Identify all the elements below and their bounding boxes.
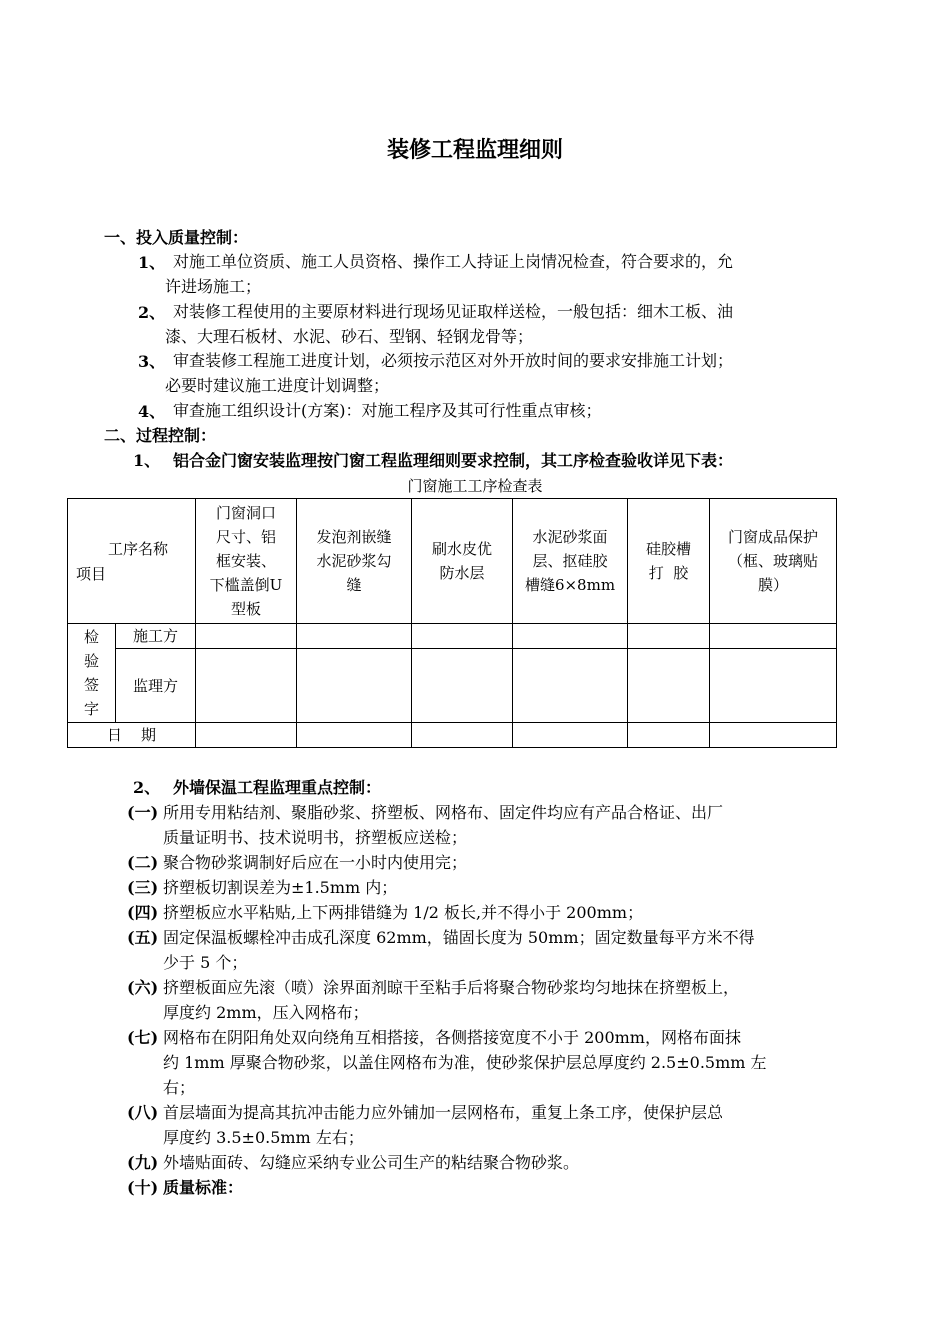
header-line: 型板 [230,600,261,618]
table-cell [513,649,628,723]
header-line: 下槛盖倒U [209,576,283,594]
table-cell [412,649,513,723]
header-line: 防水层 [439,564,485,582]
corner-label-item: 项目 [76,565,107,583]
point-line: 聚合物砂浆调制好后应在一小时内使用完； [163,853,468,872]
row-label-contractor: 施工方 [116,624,196,649]
table-cell [628,723,710,748]
inspection-table [67,498,837,748]
column-header [297,499,412,624]
item-line: 对装修工程使用的主要原材料进行现场见证取样送检，一般包括：细木工板、油 [173,302,734,321]
row-label-date [68,723,196,748]
header-line: 硅胶槽 [645,540,691,558]
table-cell [513,723,628,748]
header-line: 框安装、 [215,552,276,570]
table-cell [710,723,837,748]
subsection-number: 2、 [133,778,161,797]
table-cell [196,624,297,649]
row-group-label [68,624,116,723]
column-header [412,499,513,624]
point-line: 挤塑板切割误差为±1.5mm 内； [163,878,398,897]
point-line: 挤塑板应水平粘贴,上下两排错缝为 1/2 板长,并不得小于 200mm； [163,903,644,922]
table-cell [513,624,628,649]
date-label: 日 期 [106,726,157,744]
point-line: 外墙贴面砖、勾缝应采纳专业公司生产的粘结聚合物砂浆。 [163,1153,580,1172]
table-corner-header [68,499,196,624]
header-line: 尺寸、铝 [215,528,276,546]
column-header [513,499,628,624]
table-cell [628,624,710,649]
table-cell [297,723,412,748]
header-line: 水泥砂浆勾 [316,552,392,570]
row-group-text: 检验签字 [83,628,99,718]
header-line: 缝 [346,576,362,594]
point-number: (三) [127,878,159,897]
item-line: 许进场施工； [165,277,262,296]
header-line: 发泡剂嵌缝 [316,528,392,546]
point-line: 网格布在阴阳角处双向绕角互相搭接，各侧搭接宽度不小于 200mm，网格布面抹 [163,1028,741,1047]
header-line: 水泥砂浆面 [532,528,608,546]
point-line: 少于 5 个； [163,953,248,972]
header-line: 层、抠硅胶 [532,552,608,570]
table-caption: 门窗施工工序检查表 [407,477,543,495]
header-line: 门窗成品保护 [727,528,818,546]
table-cell [710,649,837,723]
point-line: 厚度约 3.5±0.5mm 左右； [163,1128,364,1147]
point-number: (九) [127,1153,159,1172]
column-header [710,499,837,624]
header-line: 门窗洞口 [215,504,276,522]
item-line: 漆、大理石板材、水泥、砂石、型钢、轻钢龙骨等； [165,327,534,346]
item-line: 审查施工组织设计(方案)：对施工程序及其可行性重点审核； [173,401,602,420]
point-line: 首层墙面为提高其抗冲击能力应外铺加一层网格布，重复上条工序，使保护层总 [163,1103,724,1122]
table-cell [297,649,412,723]
point-number: (五) [127,928,159,947]
item-line: 审查装修工程施工进度计划，必须按示范区对外开放时间的要求安排施工计划； [173,351,734,370]
column-header [628,499,710,624]
page-title: 装修工程监理细则 [386,138,563,163]
subsection-number: 1、 [133,451,161,470]
point-number: (十) [127,1178,159,1197]
subsection-title: 铝合金门窗安装监理按门窗工程监理细则要求控制，其工序检查验收详见下表： [173,451,734,470]
point-line: 质量证明书、技术说明书，挤塑板应送检； [163,828,468,847]
section1-heading: 一、投入质量控制： [104,228,249,247]
column-header [196,499,297,624]
point-number: (八) [127,1103,159,1122]
point-number: (四) [127,903,159,922]
table-cell [412,723,513,748]
point-line: 挤塑板面应先滚（喷）涂界面剂晾干至粘手后将聚合物砂浆均匀地抹在挤塑板上， [163,978,740,997]
item-line: 必要时建议施工进度计划调整； [165,376,390,395]
table-cell [297,624,412,649]
row-label-supervisor: 监理方 [116,649,196,723]
item-number: 2、 [138,303,166,322]
table-cell [628,649,710,723]
table-cell [710,624,837,649]
point-line: 右； [163,1078,196,1097]
point-line: 所用专用粘结剂、聚脂砂浆、挤塑板、网格布、固定件均应有产品合格证、出厂 [163,803,724,822]
point-number: (一) [127,803,159,822]
point-line: 质量标准： [163,1178,244,1197]
table-cell [196,723,297,748]
point-number: (七) [127,1028,159,1047]
point-line: 厚度约 2mm，压入网格布； [163,1003,369,1022]
header-line: （框、玻璃贴 [727,552,818,570]
item-number: 3、 [138,352,166,371]
header-line: 刷水皮优 [431,540,492,558]
table-cell [412,624,513,649]
table-cell [196,649,297,723]
item-line: 对施工单位资质、施工人员资格、操作工人持证上岗情况检查，符合要求的，允 [173,252,734,271]
point-number: (六) [127,978,159,997]
point-line: 约 1mm 厚聚合物砂浆，以盖住网格布为准，使砂浆保护层总厚度约 2.5±0.5mm 左 [163,1053,767,1072]
header-line: 打 胶 [648,564,689,582]
point-number: (二) [127,853,159,872]
item-number: 4、 [138,402,166,421]
subsection-title: 外墙保温工程监理重点控制： [173,778,382,797]
item-number: 1、 [138,253,166,272]
header-line: 槽缝6×8mm [524,576,616,594]
header-line: 膜） [757,576,788,594]
point-line: 固定保温板螺栓冲击成孔深度 62mm，锚固长度为 50mm；固定数量每平方米不得 [163,928,755,947]
corner-label-process: 工序名称 [108,540,169,558]
section2-heading: 二、过程控制： [104,426,217,445]
